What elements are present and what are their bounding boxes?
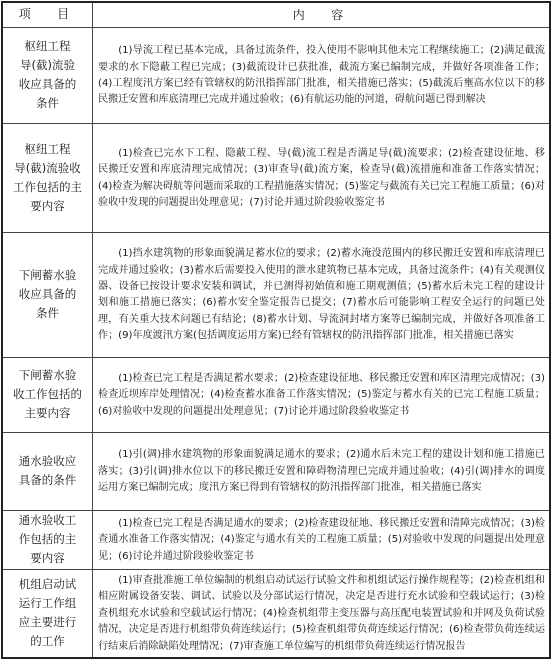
table-header-row (3, 3, 549, 27)
table-row (3, 123, 549, 231)
row-item: 通水验收应 具备的条件 (3, 433, 93, 510)
row-content: (1)检查已完工程是否满足通水的要求；(2)检查建设征地、移民搬迁安置和清障完成情况；(3)检查通水准备工作落实情况；(4)鉴定与通水有关的工程施工质量；(5)对验收中发现的问题提出处理意见；(6)讨论并通过阶段验收鉴定书 (98, 517, 545, 562)
table-row (3, 232, 549, 357)
table-row (3, 27, 549, 124)
row-content: (1)引(调)排水建筑物的形象面貌满足通水的要求；(2)通水后未完工程的建设计划和施工措施已落实；(3)引(调)排水位以下的移民搬迁安置和障碍物清理已完成并通过验收；(4)引(调)排水的调度运用方案已编制完成；度汛方案已得到有管辖权的防汛指挥部门批准，相关措施已落实 (98, 449, 545, 494)
row-item: 下闸蓄水验 收工作包括的 主要内容 (3, 358, 93, 432)
table-row (3, 569, 549, 657)
row-content: (1)检查已完工程是否满足蓄水要求；(2)检查建设征地、移民搬迁安置和库区清理完成情况；(3)检查近坝库岸处理情况；(4)检查蓄水准备工作落实情况；(5)鉴定与蓄水有关的已完工程施工质量；(6)对验收中发现的问题提出处理意见；(7)讨论并通过阶段验收鉴定书 (98, 372, 545, 417)
row-item: 枢纽工程 导(截)流验 收应具备的 条件 (3, 28, 93, 124)
row-item: 通水验收工 作包括的主 要内容 (3, 511, 93, 569)
row-content: (1)审查批准施工单位编制的机组启动试运行试验文件和机组试运行操作规程等；(2)检查机组和相应附属设备安装、调试、试验以及分部试运行情况，决定是否进行充水试验和空载试运行；(3)检查机组充水试验和空载试运行情况；(4)检查机组带主变压器与高压配电装置试验和并网及负荷试验情况，决定是否进行机组带负荷连续运行；(5)检查机组带负荷连续运行情况；(6)检查带负荷连续运行结束后消除缺陷处理情况；(7)审查施工单位编写的机组带负荷连续运行情况报告 (98, 574, 545, 652)
header-item: 项 目 (3, 3, 93, 27)
row-item: 枢纽工程 导(截)流验收 工作包括的主 要内容 (3, 124, 93, 231)
content-table (1, 1, 551, 659)
row-content: (1)检查已完水下工程、隐蔽工程、导(截)流工程是否满足导(截)流要求；(2)检查建设征地、移民搬迁安置和库底清理完成情况；(3)审查导(截)流方案，检查导(截)流措施和准备工作落实情况；(4)检查为解决碍航等问题而采取的工程措施落实情况；(5)鉴定与截流有关已完工程施工质量；(6)对验收中发现的问题提出处理意见；(7)讨论并通过阶段验收鉴定书 (98, 147, 545, 208)
table-row (3, 432, 549, 510)
table-row (3, 510, 549, 569)
header-content: 内 容 (292, 8, 351, 23)
row-content: (1)挡水建筑物的形象面貌满足蓄水位的要求；(2)蓄水淹没范围内的移民搬迁安置和库底清理已完成并通过验收；(3)蓄水后需要投入使用的泄水建筑物已基本完成，具备过流条件；(4)有关观测仪器、设备已按设计要求安装和调试，并已测得初始值和施工期观测值；(5)蓄水后未完工程的建设计划和施工措施已落实；(6)蓄水安全鉴定报告已提交；(7)蓄水后可能影响工程安全运行的问题已处理，有关重大技术问题已有结论；(8)蓄水计划、导流洞封堵方案等已编制完成，并做好各项准备工作；(9)年度渡汛方案(包括调度运用方案)已经有管辖权的防汛指挥部门批准，相关措施已落实 (98, 248, 545, 342)
row-content: (1)导流工程已基本完成，具备过流条件，投入使用不影响其他未完工程继续施工；(2)满足截流要求的水下隐蔽工程已完成；(3)截流设计已获批准，截流方案已编制完成，并做好各项准备工作；(4)工程度汛方案已经有管辖权的防汛指挥部门批准，相关措施已落实；(5)截流后壅高水位以下的移民搬迁安置和库底清理已完成并通过验收；(6)有航运功能的河道，碍航问题已得到解决 (98, 45, 545, 106)
row-item: 下闸蓄水验 收应具备的 条件 (3, 233, 93, 357)
table-row (3, 357, 549, 432)
row-item: 机组启动试 运行工作组 应主要进行 的工作 (3, 570, 93, 657)
